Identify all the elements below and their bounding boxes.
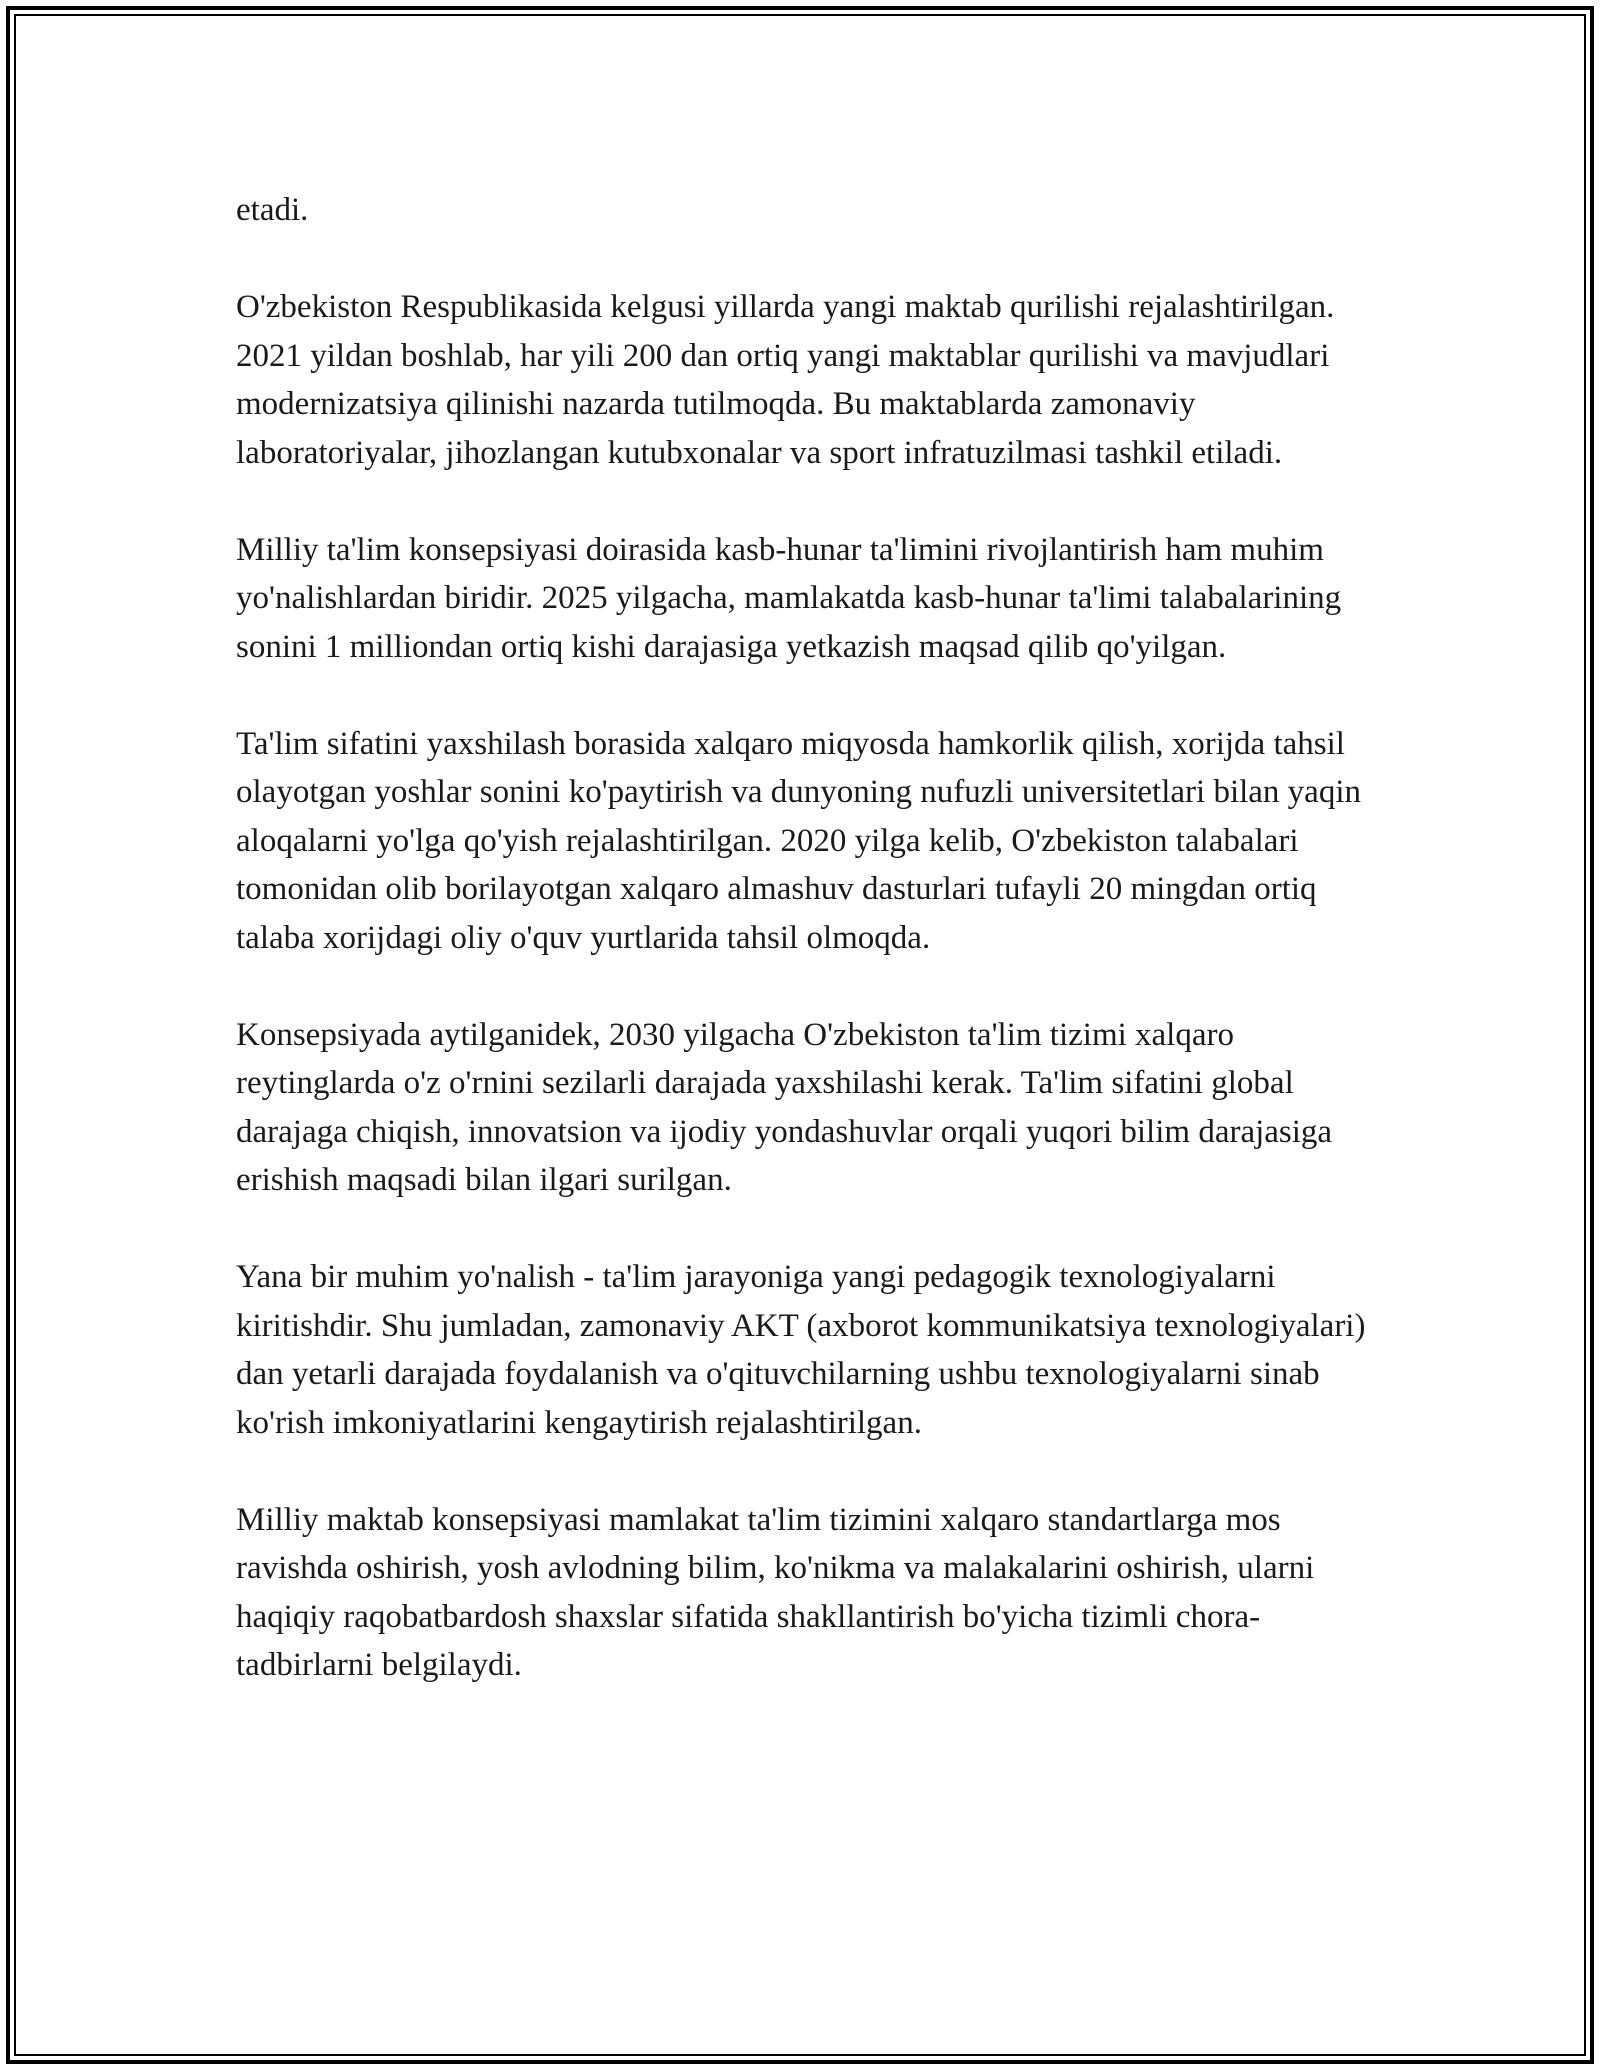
paragraph-school-construction: O'zbekiston Respublikasida kelgusi yillarda yangi maktab qurilishi rejalashtirilgan. 2021 yildan boshlab, har yili 200 dan ortiq yangi maktablar qurilishi va mavjudlari modernizatsiya qilinishi nazarda tutilmoqda. Bu maktablarda zamonaviy laboratoriyalar, jihozlangan kutubxonalar va sport infratuzilmasi tashkil etiladi. [236,289,1335,471]
paragraph-international-rankings: Konsepsiyada aytilganidek, 2030 yilgacha O'zbekiston ta'lim tizimi xalqaro reytinglarda o'z o'rnini sezilarli darajada yaxshilashi kerak. Ta'lim sifatini global darajaga chiqish, innovatsion va ijodiy yondashuvlar orqali yuqori bilim darajasiga erishish maqsadi bilan ilgari surilgan. [236,1016,1333,1198]
paragraph-continuation: etadi. [236,192,309,228]
paragraph-vocational-education: Milliy ta'lim konsepsiyasi doirasida kasb-hunar ta'limini rivojlantirish ham muhim yo'nalishlardan biridir. 2025 yilgacha, mamlakatda kasb-hunar ta'limi talabalarining sonini 1 milliondan ortiq kishi darajasiga yetkazish maqsad qilib qo'yilgan. [236,531,1342,665]
paragraph-conclusion: Milliy maktab konsepsiyasi mamlakat ta'lim tizimini xalqaro standartlarga mos ravishda oshirish, yosh avlodning bilim, ko'nikma va malakalarini oshirish, ularni haqiqiy raqobatbardosh shaxslar sifatida shakllantirish bo'yicha tizimli chora-tadbirlarni belgilaydi. [236,1501,1315,1683]
paragraph-pedagogical-technologies: Yana bir muhim yo'nalish - ta'lim jarayoniga yangi pedagogik texnologiyalarni kiritishdir. Shu jumladan, zamonaviy AKT (axborot kommunikatsiya texnologiyalari) dan yetarli darajada foydalanish va o'qituvchilarning ushbu texnologiyalarni sinab ko'rish imkoniyatlarini kengaytirish rejalashtirilgan. [236,1259,1366,1441]
paragraph-international-cooperation: Ta'lim sifatini yaxshilash borasida xalqaro miqyosda hamkorlik qilish, xorijda tahsil olayotgan yoshlar sonini ko'paytirish va dunyoning nufuzli universitetlari bilan yaqin aloqalarni yo'lga qo'yish rejalashtirilgan. 2020 yilga kelib, O'zbekiston talabalari tomonidan olib borilayotgan xalqaro almashuv dasturlari tufayli 20 mingdan ortiq talaba xorijdagi oliy o'quv yurtlarida tahsil olmoqda. [236,725,1361,956]
document-body [236,186,1376,1738]
